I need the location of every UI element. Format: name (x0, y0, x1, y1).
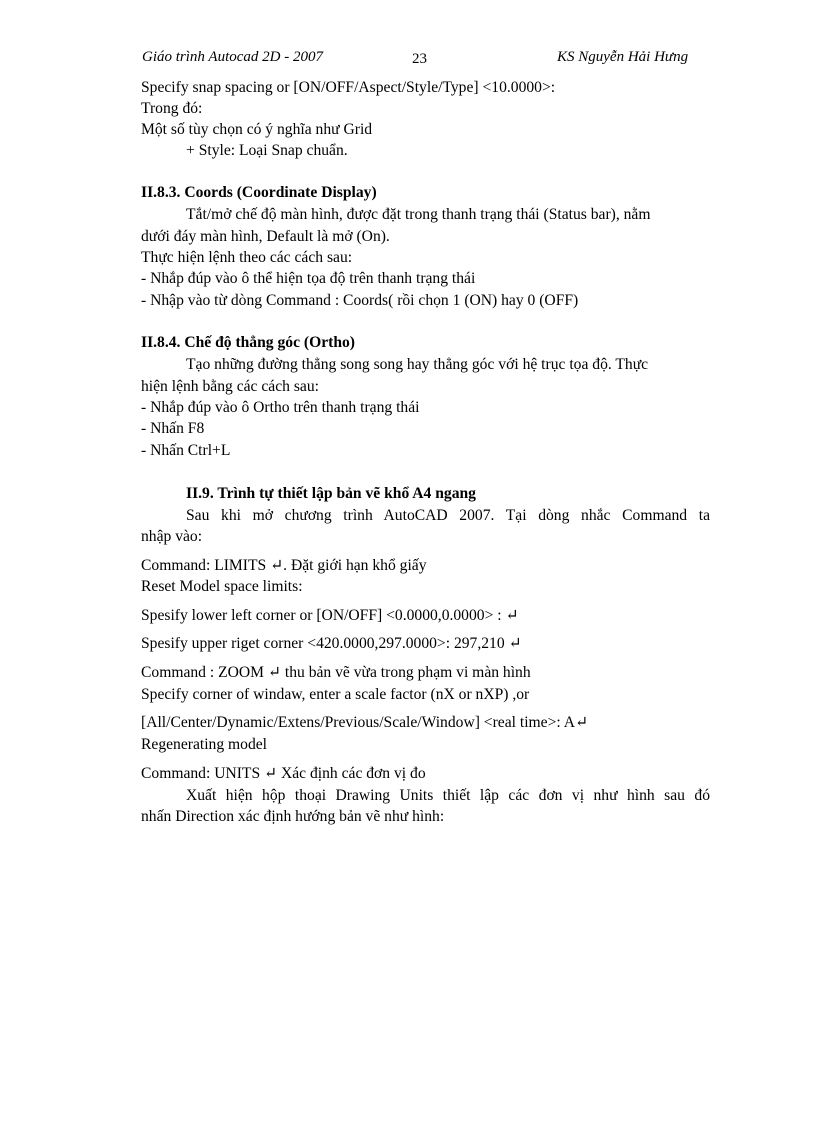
command-line: Command: LIMITS ↵. Đặt giới hạn khổ giấy (141, 557, 427, 574)
text-line: dưới đáy màn hình, Default là mở (On). (141, 228, 390, 245)
header-author: KS Nguyễn Hải Hưng (557, 49, 689, 65)
text-line: nhập vào: (141, 528, 203, 545)
command-line: Command : ZOOM ↵ thu bản vẽ vừa trong phạm vi màn hình (141, 664, 531, 681)
section-heading: II.8.3. Coords (Coordinate Display) (141, 184, 377, 201)
command-line: Command: UNITS ↵ Xác định các đơn vị đo (141, 765, 426, 782)
command-line: Spesify upper riget corner <420.0000,297.0000>: 297,210 ↵ (141, 635, 522, 652)
text-line: hiện lệnh bằng các cách sau: (141, 378, 319, 395)
text-line: Specify snap spacing or [ON/OFF/Aspect/Style/Type] <10.0000>: (141, 79, 556, 96)
header-title: Giáo trình Autocad 2D - 2007 (142, 49, 323, 65)
command-line: Specify corner of windaw, enter a scale factor (nX or nXP) ,or (141, 686, 530, 703)
command-line: Spesify lower left corner or [ON/OFF] <0.0000,0.0000> : ↵ (141, 607, 519, 624)
list-item: - Nhắp đúp vào ô thể hiện tọa độ trên thanh trạng thái (141, 270, 476, 287)
page-number: 23 (412, 51, 427, 67)
list-item: - Nhắp đúp vào ô Ortho trên thanh trạng thái (141, 399, 420, 416)
list-item: - Nhập vào từ dòng Command : Coords( rồi chọn 1 (ON) hay 0 (OFF) (141, 292, 579, 309)
text-line: Tạo những đường thẳng song song hay thẳng góc với hệ trục tọa độ. Thực (186, 356, 649, 373)
command-line: Regenerating model (141, 736, 268, 753)
text-line: Một số tùy chọn có ý nghĩa như Grid (141, 121, 373, 138)
text-line: Tắt/mở chế độ màn hình, được đặt trong thanh trạng thái (Status bar), nằm (186, 206, 651, 223)
text-line: Thực hiện lệnh theo các cách sau: (141, 249, 353, 266)
section-heading: II.8.4. Chế độ thẳng góc (Ortho) (141, 334, 355, 351)
command-line: [All/Center/Dynamic/Extens/Previous/Scale/Window] <real time>: A↵ (141, 714, 589, 731)
text-line: + Style: Loại Snap chuẩn. (186, 142, 348, 159)
text-line: Xuất hiện hộp thoại Drawing Units thiết lập các đơn vị như hình sau đó (186, 787, 710, 804)
text-line: nhấn Direction xác định hướng bản vẽ như hình: (141, 808, 445, 825)
text-line: Trong đó: (141, 100, 203, 117)
command-line: Reset Model space limits: (141, 578, 303, 595)
list-item: - Nhấn Ctrl+L (141, 442, 231, 459)
section-heading: II.9. Trình tự thiết lập bản vẽ khổ A4 ngang (186, 485, 476, 502)
list-item: - Nhấn F8 (141, 420, 205, 437)
text-line: Sau khi mở chương trình AutoCAD 2007. Tại dòng nhắc Command ta (186, 507, 710, 524)
